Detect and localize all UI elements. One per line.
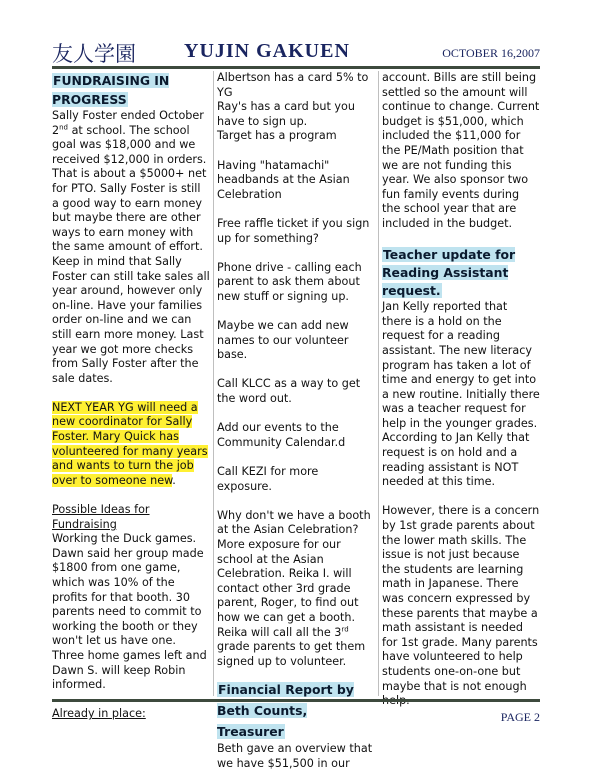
list-item: Target has a program xyxy=(217,129,337,143)
page-number: PAGE 2 xyxy=(500,710,540,724)
phone-drive-idea: Phone drive - calling each parent to ask them about new stuff or signing up. xyxy=(217,260,362,303)
calendar-idea: Add our events to the Community Calendar.d xyxy=(217,421,346,449)
column-divider-1 xyxy=(213,71,214,696)
financial-report-heading: Financial Report by Beth Counts, Treasurer xyxy=(217,682,354,740)
budget-paragraph: account. Bills are still being settled so the amount will continue to change. Current budget is $51,000, which included the $11,000 for the PE/Math position that we are not funding this year. We also sponsor two fun family events during the school year that are included in the budget. xyxy=(382,71,540,230)
masthead-title: YUJIN GAKUEN xyxy=(184,40,350,62)
math-concern-paragraph: However, there is a concern by 1st grade parents about the lower math skills. The issue is not just because the students are learning math in Japanese. There was concern expressed by these parents that maybe a math assistant is needed for 1st grade. Many parents have volunteered to help students one-on-one but maybe that is not enough xyxy=(382,504,540,693)
headbands-idea: Having "hatamachi" headbands at the Asian Celebration xyxy=(217,158,350,201)
ideas-paragraph: Working the Duck games. Dawn said her group made $1800 from one game, which was 10% of the profits for that booth. 30 parents need to commit to working the booth or they won't let us have one. Three home games left and Dawn S. will keep Robin informed. xyxy=(52,532,207,692)
kezi-idea: Call KEZI for more exposure. xyxy=(217,465,319,493)
masthead-kanji: 友人学園 xyxy=(52,42,136,66)
list-item: Ray's has a card but you have to sign up. xyxy=(217,100,355,128)
bottom-rule xyxy=(52,699,540,702)
masthead xyxy=(52,38,540,68)
raffle-idea: Free raffle ticket if you sign up for something? xyxy=(217,216,370,245)
sally-foster-paragraph: Sally Foster ended October 2nd at school. The school goal was $18,000 and we received $12,000 in orders. That is about a $5000+ net for PTO. Sally Foster is still a good way to earn money but maybe there are other ways to earn money with the same amount of effort. Keep in mind that Sally Foster can still take sales all year around, however only on-line. Have your families order on-line and we can still earn more money. Last year we got more checks from Sally Foster after the sale dates. xyxy=(52,109,210,385)
list-item: Albertson has a card 5% to YG xyxy=(217,71,369,99)
column-2 xyxy=(217,71,374,770)
column-1 xyxy=(52,71,210,721)
coordinator-notice: NEXT YEAR YG will need a new coordinator for Sally Foster. Mary Quick has volunteered for many years and wants to turn the job over to someone new. xyxy=(52,400,208,487)
teacher-update-heading: Teacher update for Reading Assistant request. xyxy=(382,247,516,299)
ideas-title: Possible Ideas for Fundraising xyxy=(52,503,150,531)
klcc-idea: Call KLCC as a way to get the word out. xyxy=(217,377,361,406)
booth-paragraph: Why don't we have a booth at the Asian Celebration? More exposure for our school at the Asian Celebration. Reika I. will contact other 3rd grade parent, Roger, to find out how we can get a booth. Reika will call all the 3rd grade parents to get them signed up to volunteer. xyxy=(217,508,371,668)
column-3 xyxy=(382,71,540,696)
reading-assistant-paragraph: Jan Kelly reported that there is a hold on the request for a reading assistant. The new literacy program has taken a lot of time and energy to get into a new routine. Initially there was a teacher request for help in the younger grades. According to Jan Kelly that request is on hold and a reading assistant is NOT needed at this time. xyxy=(382,300,540,489)
issue-date: OCTOBER 16,2007 xyxy=(442,46,540,60)
top-rule xyxy=(52,66,540,69)
fundraising-heading: FUNDRAISING IN PROGRESS xyxy=(52,73,170,107)
already-in-place-label: Already in place: xyxy=(52,707,146,721)
column-divider-2 xyxy=(378,71,379,696)
financial-paragraph: Beth gave an overview that we have $51,500 in our xyxy=(217,742,373,770)
volunteer-names-idea: Maybe we can add new names to our volunteer base. xyxy=(217,319,349,362)
